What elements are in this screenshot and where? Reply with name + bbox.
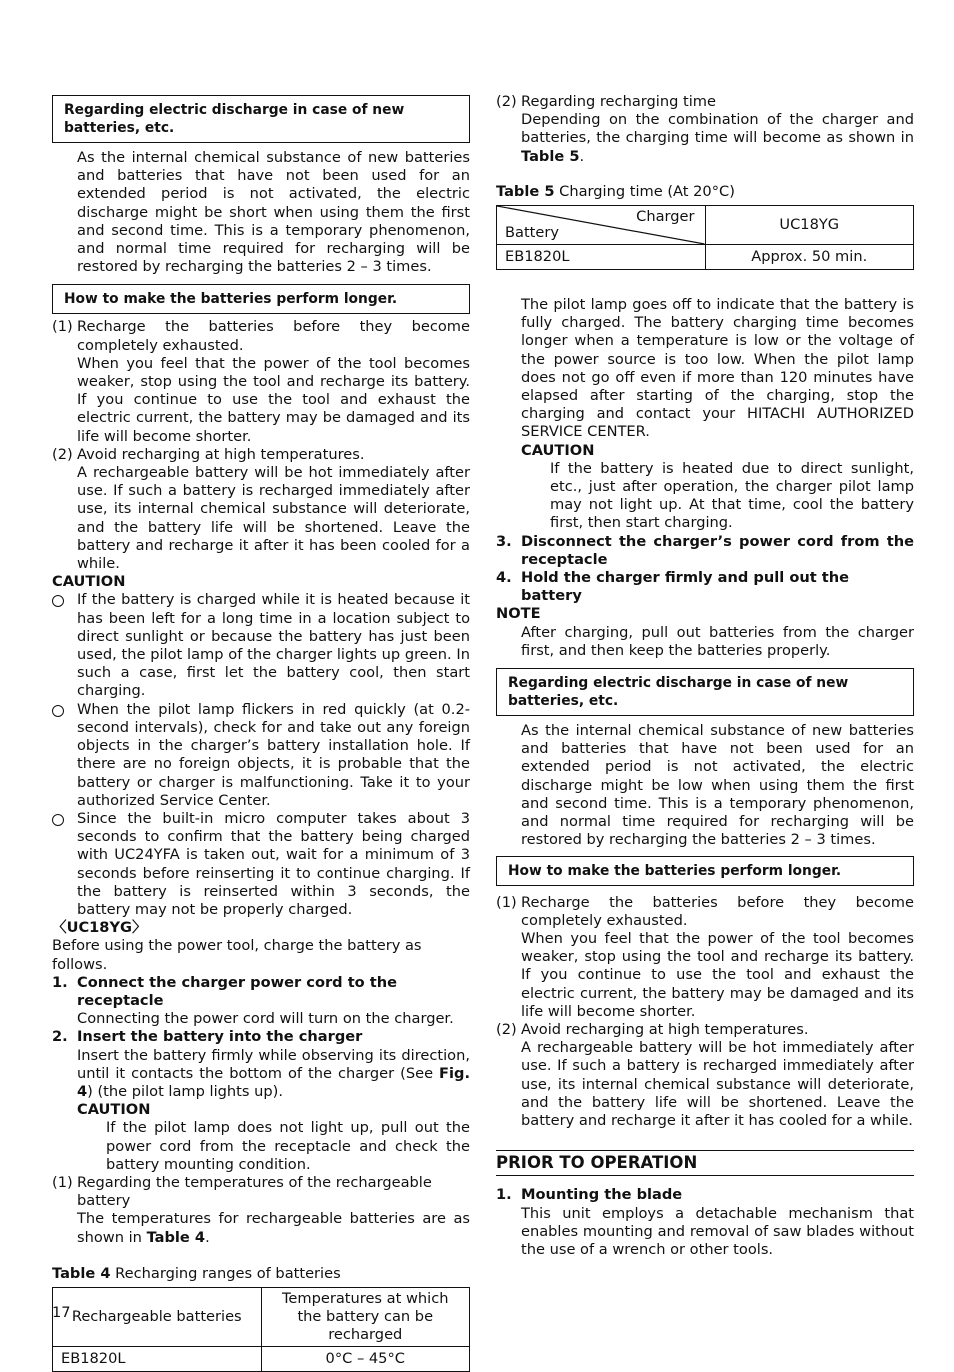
list-item-recharge-before	[496, 894, 914, 1021]
table-cell: EB1820L	[53, 1346, 262, 1371]
item-title: Recharge the batteries before they become completely exhausted.	[521, 893, 914, 929]
diagonal-bottom-label: Battery	[505, 224, 560, 242]
caution-body: If the battery is heated due to direct sunlight, etc., just after operation, the charger pilot lamp may not light up. At that time, cool the battery first, then start charging.	[550, 459, 914, 532]
table-cell: Approx. 50 min.	[705, 245, 914, 270]
list-item-recharging-time	[496, 93, 914, 166]
step-number: 1.	[52, 973, 68, 991]
item-number: (1)	[496, 893, 517, 911]
step-disconnect-cord	[496, 533, 914, 569]
step-pull-out-battery	[496, 569, 914, 605]
bullet-item	[52, 810, 470, 919]
section-heading-prior-to-operation: PRIOR TO OPERATION	[496, 1150, 914, 1176]
step-number: 2.	[52, 1028, 68, 1046]
table-caption: Table 4 Recharging ranges of batteries	[52, 1264, 341, 1282]
note-heading: NOTE	[496, 605, 541, 623]
item-number: (2)	[52, 445, 73, 463]
section-box-electric-discharge: Regarding electric discharge in case of new batteries, etc.	[496, 668, 914, 716]
item-body: A rechargeable battery will be hot immediately after use. If such a battery is recharged immediately after use, its internal chemical substance will deteriorate, and the battery life will be shortened. Leave the battery and recharge it after it has cooled for a while.	[521, 1039, 914, 1129]
list-item-avoid-high-temp	[496, 1021, 914, 1130]
step-connect-cord	[52, 974, 470, 1029]
item-body: When you feel that the power of the tool becomes weaker, stop using the tool and recharge its battery. If you continue to use the tool and exhaust the electric current, the battery may be damaged and its life will become shorter.	[521, 929, 914, 1020]
item-title: Regarding the temperatures of the rechargeable battery	[77, 1173, 432, 1210]
diagonal-top-label: Charger	[636, 208, 695, 226]
table-reference: Table 5	[521, 147, 580, 165]
bullet-text: When the pilot lamp flickers in red quickly (at 0.2-second intervals), check for and take out any foreign objects in the charger’s battery installation hole. If there are no foreign objects, it is probable that the battery or charger is malfunctioning. Take it to your authorized Service Center.	[77, 700, 470, 809]
table-header-cell: Temperatures at which the battery can be recharged	[261, 1287, 470, 1346]
item-number: (2)	[496, 93, 517, 110]
item-body: When you feel that the power of the tool becomes weaker, stop using the tool and recharge its battery. If you continue to use the tool and exhaust the electric current, the battery may be damaged and its life will become shorter.	[77, 354, 470, 445]
step-title: Mounting the blade	[521, 1186, 683, 1204]
item-body: The temperatures for rechargeable batteries are as shown in Table 4.	[77, 1210, 470, 1246]
step-number: 4.	[496, 569, 512, 587]
paragraph-electric-discharge: As the internal chemical substance of new batteries and batteries that have not been used for an extended period is not activated, the electric discharge might be low when using them the first and second time. This is a temporary phenomenon, and normal time required for recharging will be restored by recharging the batteries 2 – 3 times.	[521, 722, 914, 849]
caution-heading: CAUTION	[77, 1101, 151, 1119]
circle-bullet-icon	[52, 814, 64, 826]
item-number: (1)	[52, 1173, 73, 1191]
item-body: Depending on the combination of the charger and batteries, the charging time will become as shown in Table 5.	[521, 111, 914, 165]
figure-reference: Fig. 4	[77, 1064, 470, 1100]
right-column	[496, 93, 914, 1259]
item-title: Regarding recharging time	[521, 93, 716, 110]
table-reference: Table 4	[146, 1228, 206, 1246]
table-caption: Table 5 Charging time (At 20°C)	[496, 182, 735, 200]
list-item-avoid-high-temp	[52, 446, 470, 573]
step-body: This unit employs a detachable mechanism that enables mounting and removal of saw blades without the use of a wrench or other tools.	[521, 1204, 914, 1258]
step-body: Connecting the power cord will turn on the charger.	[77, 1010, 454, 1028]
bullet-item	[52, 701, 470, 810]
item-title: Recharge the batteries before they become completely exhausted.	[77, 318, 470, 354]
item-body: A rechargeable battery will be hot immediately after use. If such a battery is recharged immediately after use, its internal chemical substance will deteriorate, and the battery life will be shortened. Leave the battery and recharge it after it has been cooled for a while.	[77, 464, 470, 573]
step-title: Insert the battery into the charger	[77, 1028, 363, 1046]
table-header-row	[497, 206, 914, 245]
step-insert-battery	[52, 1028, 470, 1174]
pilot-lamp-paragraph: The pilot lamp goes off to indicate that the battery is fully charged. The battery charging time becomes longer when a temperature is low or the voltage of the power source is too low. When the pilot lamp does not go off even if more than 120 minutes have elapsed after starting of the charging, stop the charging and contact your HITACHI AUTHORIZED SERVICE CENTER.	[521, 296, 914, 441]
item-number: (2)	[496, 1020, 517, 1038]
table-cell: 0°C – 45°C	[261, 1346, 470, 1371]
circle-bullet-icon	[52, 595, 64, 607]
page-number: 17	[52, 1304, 71, 1321]
item-number: (1)	[52, 318, 73, 336]
caution-heading: CAUTION	[521, 441, 595, 459]
section-box-electric-discharge: Regarding electric discharge in case of new batteries, etc.	[52, 95, 470, 143]
caution-body: If the pilot lamp does not light up, pull out the power cord from the receptacle and check the battery mounting condition.	[106, 1119, 470, 1173]
item-title: Avoid recharging at high temperatures.	[521, 1020, 809, 1038]
circle-bullet-icon	[52, 705, 64, 717]
step-mounting-blade	[496, 1186, 914, 1259]
list-item-temperatures	[52, 1174, 470, 1247]
table-header-row	[53, 1287, 470, 1346]
bullet-text: If the battery is charged while it is heated because it has been left for a long time in a location subject to direct sunlight or because the battery has just been used, the pilot lamp of the charger lights up green. In such a case, first let the battery cool, then start charging.	[77, 591, 470, 700]
item-title: Avoid recharging at high temperatures.	[77, 445, 365, 463]
paragraph-electric-discharge: As the internal chemical substance of new batteries and batteries that have not been used for an extended period is not activated, the electric discharge might be short when using them the first and second time. This is a temporary phenomenon, and normal time required for recharging will be restored by recharging the batteries 2 – 3 times.	[77, 149, 470, 276]
table-charging-time	[496, 205, 914, 270]
bullet-item	[52, 591, 470, 700]
table-row	[53, 1346, 470, 1371]
step-number: 3.	[496, 532, 512, 550]
step-title: Disconnect the charger’s power cord from the receptacle	[521, 532, 914, 568]
table-recharging-ranges	[52, 1287, 470, 1372]
step-title: Hold the charger firmly and pull out the battery	[521, 569, 850, 605]
model-heading: 〈UC18YG〉	[52, 919, 147, 937]
step-title: Connect the charger power cord to the receptacle	[77, 973, 398, 1009]
section-box-perform-longer: How to make the batteries perform longer.	[52, 284, 470, 314]
note-body: After charging, pull out batteries from the charger first, and then keep the batteries properly.	[521, 623, 914, 659]
left-column	[52, 95, 470, 1372]
section-box-perform-longer: How to make the batteries perform longer.	[496, 856, 914, 886]
list-item-recharge-before	[52, 318, 470, 445]
step-body: Insert the battery firmly while observing its direction, until it contacts the bottom of the charger (See Fig. 4) (the pilot lamp lights up).	[77, 1046, 470, 1100]
step-number: 1.	[496, 1186, 512, 1204]
bullet-text: Since the built-in micro computer takes about 3 seconds to confirm that the battery being charged with UC24YFA is taken out, wait for a minimum of 3 seconds before reinserting it to continue charging. If the battery is reinserted within 3 seconds, the battery may not be properly charged.	[77, 809, 470, 918]
table-diagonal-header	[497, 206, 706, 245]
table-row	[497, 245, 914, 270]
caution-heading: CAUTION	[52, 573, 126, 591]
table-cell: EB1820L	[497, 245, 706, 270]
table-header-cell: UC18YG	[705, 206, 914, 245]
table-header-cell: Rechargeable batteries	[53, 1287, 262, 1346]
before-using-text: Before using the power tool, charge the battery as follows.	[52, 937, 422, 973]
